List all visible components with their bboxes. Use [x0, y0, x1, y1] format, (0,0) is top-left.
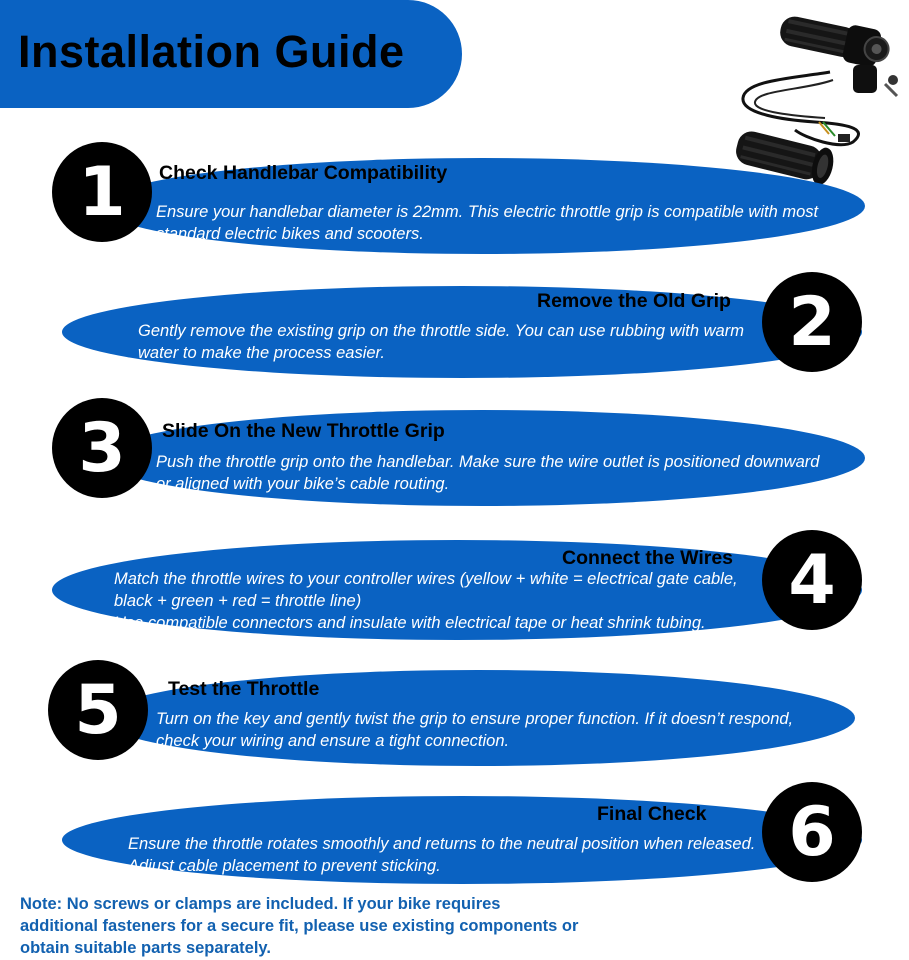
step-title-1: Check Handlebar Compatibility [159, 162, 448, 184]
step-number-badge-1: 1 [52, 142, 152, 242]
step-title-6: Final Check [597, 803, 707, 825]
step-description-5: Turn on the key and gently twist the grip to ensure proper function. If it doesn’t respond, check your wiring and ensure a tight connection. [156, 710, 794, 750]
throttle-grip-icon [735, 10, 907, 200]
step-description-6: Ensure the throttle rotates smoothly and returns to the neutral position when released. Adjust cable placement to prevent sticking. [128, 835, 756, 875]
step-number-badge-2: 2 [762, 272, 862, 372]
installation-note: Note: No screws or clamps are included. If your bike requires additional fasteners for a secure fit, please use existing components or obtain suitable parts separately. [20, 895, 579, 957]
step-number-badge-6: 6 [762, 782, 862, 882]
step-title-5: Test the Throttle [168, 678, 320, 700]
step-description-3: Push the throttle grip onto the handlebar. Make sure the wire outlet is positioned downward or aligned with your bike’s cable routing. [156, 453, 820, 493]
step-description-4 [114, 568, 764, 634]
step-title-4: Connect the Wires [562, 547, 734, 569]
page-title: Installation Guide [18, 26, 405, 77]
step-title-2: Remove the Old Grip [537, 290, 731, 312]
step-number-badge-3: 3 [52, 398, 152, 498]
step-description-2: Gently remove the existing grip on the throttle side. You can use rubbing with warm water to make the process easier. [138, 322, 744, 362]
step-description-4-line2: Use compatible connectors and insulate with electrical tape or heat shrink tubing. [114, 614, 706, 632]
step-title-3: Slide On the New Throttle Grip [162, 420, 445, 442]
step-number-badge-4: 4 [762, 530, 862, 630]
step-description-1: Ensure your handlebar diameter is 22mm. This electric throttle grip is compatible with most standard electric bikes and scooters. [156, 203, 819, 243]
step-number-badge-5: 5 [48, 660, 148, 760]
step-description-4-line1: Match the throttle wires to your controller wires (yellow + white = electrical gate cable, black + green + red = throttle line) [114, 570, 738, 610]
